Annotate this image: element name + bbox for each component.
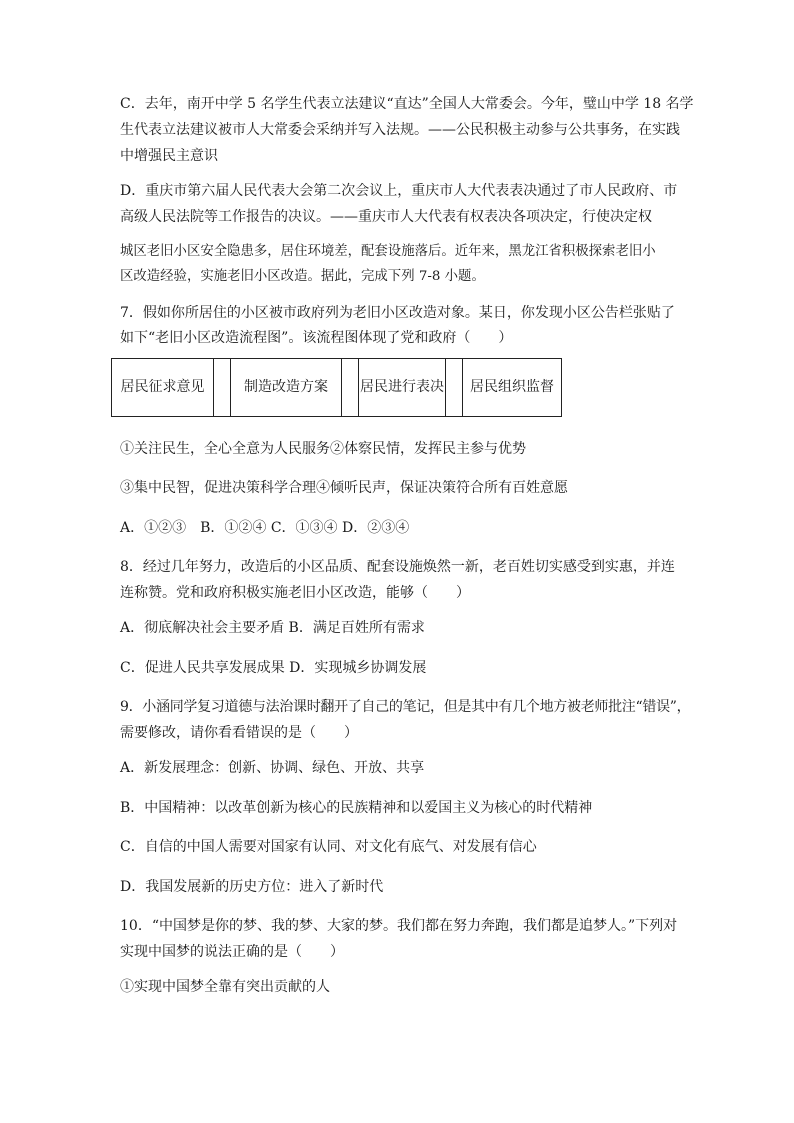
- text-line: 生代表立法建议被市人大常委会采纳并写入法规。——公民积极主动参与公共事务，在实践: [120, 122, 680, 138]
- flow-step-3: 居民进行表决: [358, 358, 446, 417]
- answer-option: B．中国精神：以改革创新为核心的民族精神和以爱国主义为核心的时代精神: [120, 800, 593, 816]
- text-line: 需要修改，请你看看错误的是（ ）: [120, 725, 358, 741]
- text-line: 如下“老旧小区改造流程图”。该流程图体现了党和政府（ ）: [120, 330, 513, 346]
- text-line: 9．小涵同学复习道德与法治课时翻开了自己的笔记，但是其中有几个地方被老师批注“错误”，: [120, 699, 691, 715]
- flow-step-1: 居民征求意见: [111, 358, 214, 417]
- text-line: 实现中国梦的说法正确的是（ ）: [120, 944, 344, 960]
- flow-step-4: 居民组织监督: [462, 358, 562, 417]
- answer-options: C．促进人民共享发展成果 D．实现城乡协调发展: [120, 660, 427, 676]
- answer-options: A．彻底解决社会主要矛盾 B．满足百姓所有需求: [120, 620, 425, 636]
- answer-options: A．①②③ B．①②④ C．①③④ D．②③④: [120, 520, 410, 536]
- flow-connector: [445, 358, 463, 417]
- answer-option: D．我国发展新的历史方位：进入了新时代: [120, 879, 384, 895]
- text-line: D．重庆市第六届人民代表大会第二次会议上，重庆市人大代表表决通过了市人民政府、市: [120, 183, 678, 199]
- text-line: 中增强民主意识: [120, 148, 218, 164]
- text-line: 区改造经验，实施老旧小区改造。据此，完成下列 7-8 小题。: [120, 269, 485, 284]
- text-line: ①关注民生，全心全意为人民服务②体察民情，发挥民主参与优势: [120, 441, 526, 457]
- answer-option: C．自信的中国人需要对国家有认同、对文化有底气、对发展有信心: [120, 839, 537, 855]
- text-line: 连称赞。党和政府积极实施老旧小区改造，能够（ ）: [120, 585, 470, 601]
- text-line: C．去年，南开中学 5 名学生代表立法建议“直达”全国人大常委会。今年，璧山中学 18 名学: [120, 96, 694, 112]
- text-line: 10．“中国梦是你的梦、我的梦、大家的梦。我们都在努力奔跑，我们都是追梦人。”下列对: [120, 918, 678, 934]
- flow-step-2: 制造改造方案: [230, 358, 342, 417]
- text-line: 城区老旧小区安全隐患多，居住环境差，配套设施落后。近年来，黑龙江省积极探索老旧小: [120, 244, 656, 259]
- answer-option: A．新发展理念：创新、协调、绿色、开放、共享: [120, 760, 425, 776]
- text-line: ③集中民智，促进决策科学合理④倾听民声，保证决策符合所有百姓意愿: [120, 480, 568, 496]
- flow-connector: [341, 358, 359, 417]
- text-line: ①实现中国梦全靠有突出贡献的人: [120, 979, 330, 995]
- renovation-flowchart: [111, 358, 562, 419]
- text-line: 8．经过几年努力，改造后的小区品质、配套设施焕然一新，老百姓切实感受到实惠，并连: [120, 559, 675, 575]
- flow-connector: [213, 358, 231, 417]
- text-line: 7．假如你所居住的小区被市政府列为老旧小区改造对象。某日，你发现小区公告栏张贴了: [120, 305, 675, 321]
- text-line: 高级人民法院等工作报告的决议。——重庆市人大代表有权表决各项决定，行使决定权: [120, 209, 652, 225]
